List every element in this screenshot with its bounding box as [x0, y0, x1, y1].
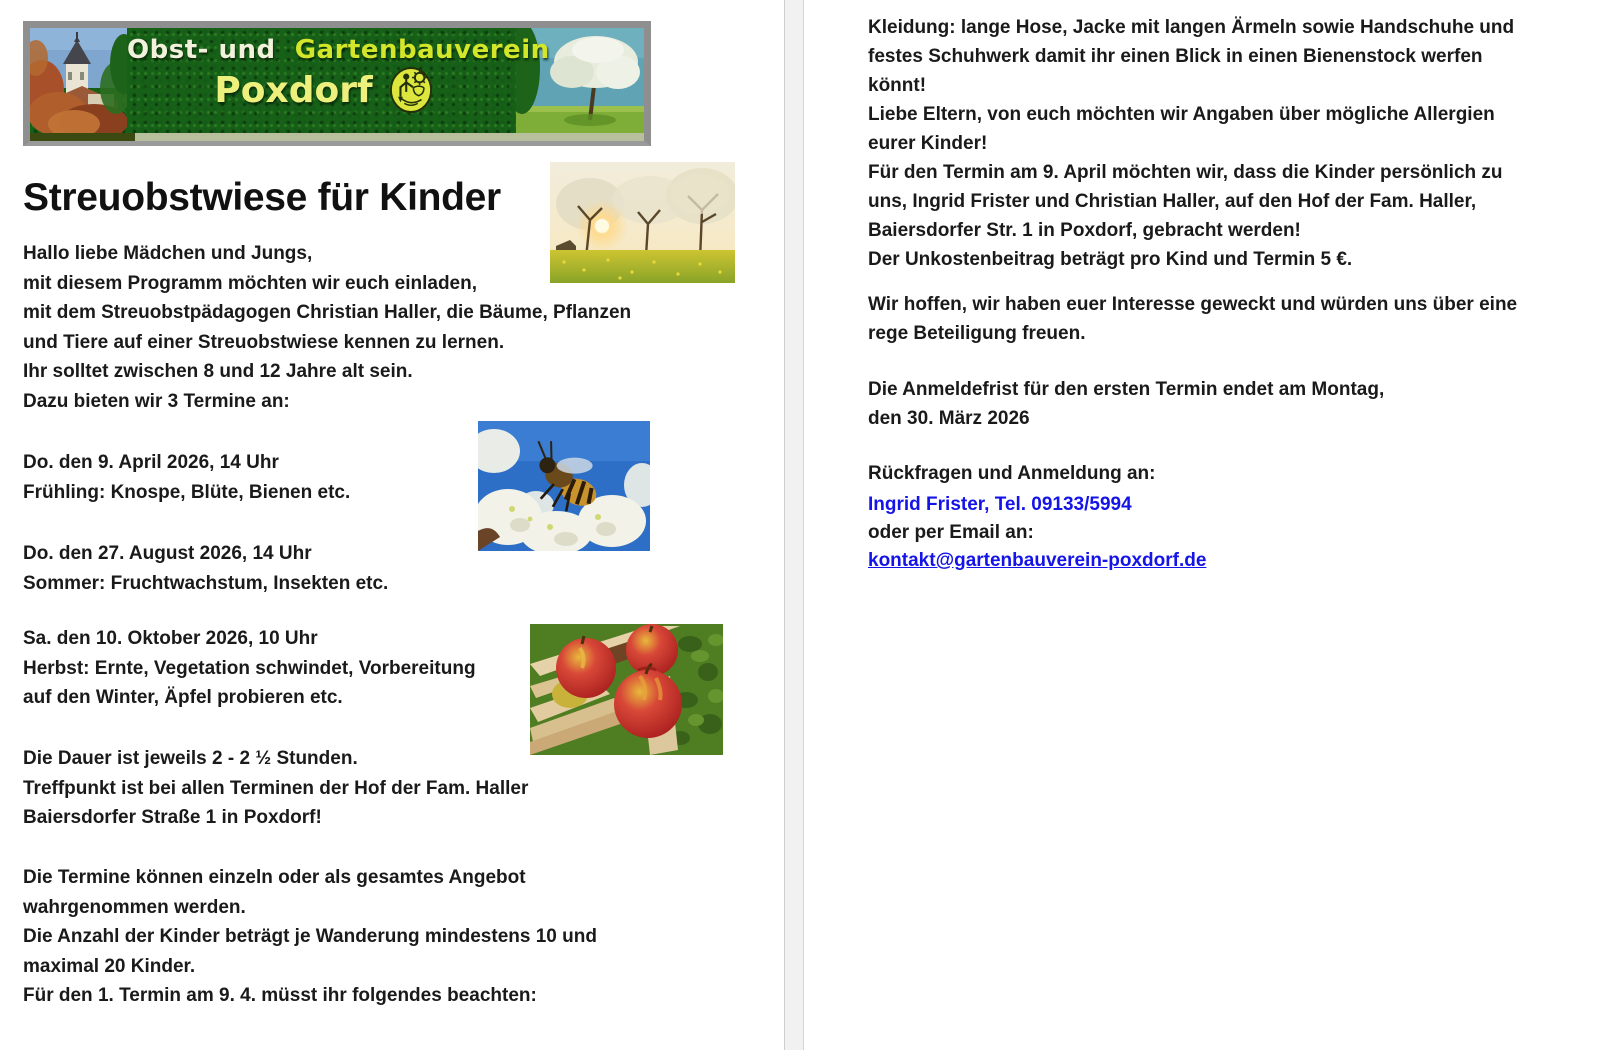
- banner-title-line1: [127, 35, 550, 65]
- page-right: [803, 0, 1600, 1050]
- clothing-allergy-paragraph: Kleidung: lange Hose, Jacke mit langen Ärmeln sowie Handschuhe und festes Schuhwerk damit ihr einen Blick in einen Bienenstock werfen könnt! Liebe Eltern, von euch möchten wir Angaben über mögliche Allergien eurer Kinder! Für den Termin am 9. April möchten wir, dass die Kinder persönlich zu uns, Ingrid Frister und Christian Haller, auf den Hof der Fam. Haller, Baiersdorfer Str. 1 in Poxdorf, gebracht werden! Der Unkostenbeitrag beträgt pro Kind und Termin 5 €.: [868, 17, 1515, 270]
- intro-paragraph: Hallo liebe Mädchen und Jungs, mit diesem Programm möchten wir euch einladen, mit dem Streuobstpädagogen Christian Haller, die Bäume, Pflanzen und Tiere auf einer Streuobstwiese kennen zu lernen. Ihr solltet zwischen 8 und 12 Jahre alt sein. Dazu bieten wir 3 Termine an:: [23, 243, 632, 412]
- contact-email-link[interactable]: kontakt@gartenbauverein-poxdorf.de: [868, 550, 1207, 571]
- club-banner: [23, 21, 651, 146]
- banner-title-gartenbauverein: Gartenbauverein: [294, 35, 550, 65]
- interest-paragraph: Wir hoffen, wir haben euer Interesse geweckt und würden uns über eine rege Beteiligung freuen.: [868, 294, 1518, 344]
- apple-crate-photo: [530, 624, 723, 755]
- banner-title-line2: [127, 70, 520, 114]
- bee-on-blossom-photo: [478, 421, 650, 551]
- page-title: Streuobstwiese für Kinder: [23, 176, 501, 219]
- date3-autumn-paragraph: Sa. den 10. Oktober 2026, 10 Uhr Herbst: Ernte, Vegetation schwindet, Vorbereitung auf den Winter, Äpfel probieren etc.: [23, 628, 476, 708]
- banner-strip-dark-block: [30, 133, 135, 141]
- banner-title-poxdorf: Poxdorf: [214, 70, 373, 111]
- duration-meetingpoint-paragraph: Die Dauer ist jeweils 2 - 2 ½ Stunden. Treffpunkt ist bei allen Terminen der Hof der Fam. Haller Baiersdorfer Straße 1 in Poxdorf!: [23, 748, 529, 828]
- terms-paragraph: Die Termine können einzeln oder als gesamtes Angebot wahrgenommen werden. Die Anzahl der Kinder beträgt je Wanderung mindestens 10 und maximal 20 Kinder. Für den 1. Termin am 9. 4. müsst ihr folgendes beachten:: [23, 867, 597, 1006]
- deadline-paragraph: Die Anmeldefrist für den ersten Termin endet am Montag, den 30. März 2026: [868, 379, 1385, 429]
- date1-spring-paragraph: Do. den 9. April 2026, 14 Uhr Frühling: Knospe, Blüte, Bienen etc.: [23, 452, 351, 503]
- contact-heading: Rückfragen und Anmeldung an:: [868, 463, 1156, 484]
- contact-email-label: oder per Email an:: [868, 522, 1034, 543]
- banner-bottom-strip: [30, 133, 644, 141]
- banner-title-obst: Obst- und: [127, 35, 276, 65]
- date2-summer-paragraph: Do. den 27. August 2026, 14 Uhr Sommer: Fruchtwachstum, Insekten etc.: [23, 543, 389, 594]
- page-left: [0, 0, 784, 1050]
- church-autumn-photo: [30, 28, 127, 133]
- gardeners-club-crest-icon: [389, 66, 433, 114]
- page-divider: [784, 0, 804, 1050]
- contact-phone: Ingrid Frister, Tel. 09133/5994: [868, 494, 1132, 515]
